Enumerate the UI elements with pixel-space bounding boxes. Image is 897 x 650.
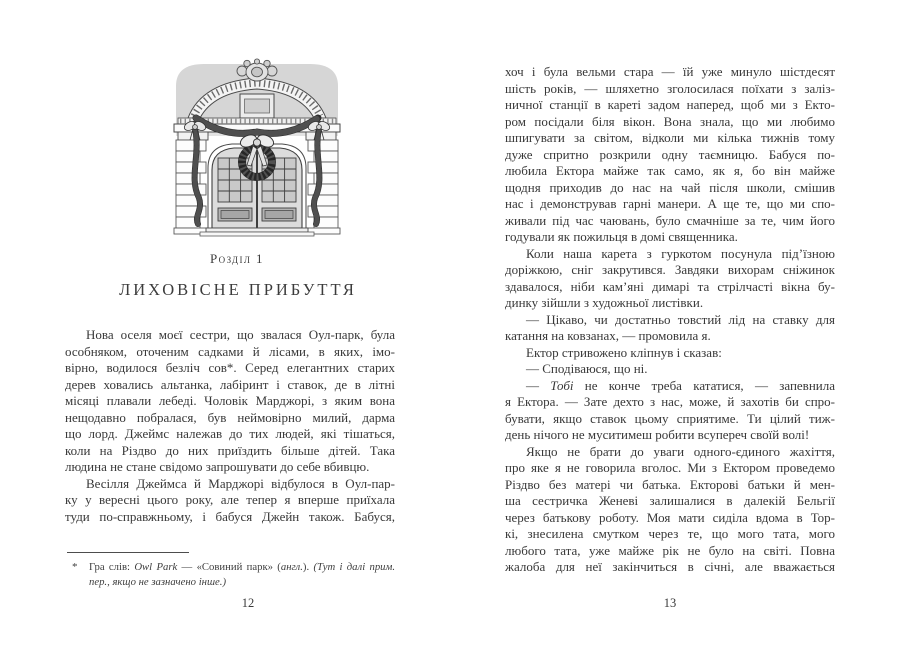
chapter-title: ЛИХОВІСНЕ ПРИБУТТЯ: [119, 280, 357, 299]
text-line: туди по-справжньому, і бабуся Джейн також. Бабуся,: [65, 508, 395, 524]
paragraph: [505, 312, 835, 345]
text-line: шість років, — шляхетно зголосилася поїхати з заліз-: [505, 80, 835, 96]
text-line: хоч і була вельми стара — їй уже минуло шістдесят: [505, 64, 835, 79]
page-left: [65, 0, 395, 650]
text-line: через батькову роботу. Моя мати сиділа вдома в Тор-: [505, 509, 835, 525]
footnote: [65, 560, 395, 589]
paragraph: [505, 64, 835, 246]
page-right: [505, 0, 835, 650]
text-line: — Сподіваюся, що ні.: [526, 361, 648, 376]
text-line: що лорд. Джеймс належав до тих людей, які тішаться,: [65, 426, 395, 441]
text-line: ша сестричка Женеві залишалися в далекій Бельгії: [505, 493, 835, 508]
paragraph: [505, 361, 835, 378]
text-line: динку зійшли з художньої листівки.: [505, 295, 704, 310]
paragraph: [89, 560, 395, 589]
page-number-left: 12: [241, 596, 255, 610]
chapter-number: Розділ 1: [210, 251, 264, 266]
text-line: місяці плавали лебеді. Чоловік Марджорі, з яким вона: [65, 393, 395, 408]
text-line: я Ектора. — Зате дехто з нас, може, й захотів би спро-: [505, 394, 835, 409]
text-line: жалоба для неї закінчиться в січні, але вважається: [505, 559, 835, 574]
text-line: живали під час чаювань, було смачніше за те, чим його: [505, 212, 835, 228]
text-line: любого тата, уже майже рік не було на світі. Повна: [505, 542, 835, 558]
text-line: ку у вересні цього року, але тепер я вперше приїхала: [65, 492, 395, 507]
text-line: пер., якщо не зазначено інше.): [89, 575, 227, 588]
text-line: день нічого не муситимеш робити всупереч своїй волі!: [505, 427, 810, 442]
text-line: особняком, оточеним садками й лісами, в яких, імо-: [65, 343, 395, 359]
paragraph: [65, 476, 395, 526]
text-line: Ектор стривожено кліпнув і сказав:: [526, 344, 722, 360]
text-line: дерев ховались альтанка, лабіринт і ставок, де в літні: [65, 376, 395, 392]
paragraph: [505, 444, 835, 576]
footnote-text: [89, 560, 395, 589]
paragraph: [505, 345, 835, 362]
text-line: щодня приходив до нас на чай після школи, смішив: [505, 179, 835, 195]
text-line: дуже спритно розкрили одну таємницю. Бабуся по-: [505, 146, 835, 162]
text-line: любила Ектора майже так само, як я, бо він майже: [505, 163, 835, 178]
text-line: про яке я не говорила вголос. Ми з Ектором проведемо: [505, 460, 835, 475]
text-line: кі, знесилена смутком через те, що мого тата, мого: [505, 526, 835, 541]
paragraph: [505, 378, 835, 444]
text-line: катання на ковзанах, — промовила я.: [505, 328, 711, 343]
text-line: вірно, водилося безліч сов*. Серед елегантних старих: [65, 360, 395, 375]
paragraph: [65, 327, 395, 476]
text-line: Весілля Джеймса й Марджорі відбулося в Оул-пар-: [86, 475, 395, 491]
text-line: — Цікаво, чи достатньо товстий лід на ставку для: [526, 311, 835, 327]
text-line: — Тобі не конче треба кататися, — запевнила: [526, 377, 835, 393]
text-line: ничної станції в кареті задом наперед, щоб ми з Екто-: [505, 97, 835, 112]
text-line: годували як пожильця в домі священника.: [505, 229, 738, 244]
right-page-body: [505, 64, 835, 576]
text-line: коли на Різдво до них приїздить більше дітей. Така: [65, 442, 395, 458]
text-line: Різдво без матері чи батька. Екторові батьки й мен-: [505, 476, 835, 492]
text-line: Гра слів: Owl Park — «Совиний парк» (англ.). (Тут і далі прим.: [89, 561, 396, 573]
footnote-marker: *: [72, 561, 78, 573]
text-line: ром посідали біля вікон. Вона знала, що ми любимо: [505, 113, 835, 129]
text-line: доріжкою, сніг закрутився. Завдяки вихорам сніжинок: [505, 262, 835, 277]
text-line: здавалося, ніби кам’яні димарі та стрілчасті вікна бу-: [505, 278, 835, 294]
text-line: людина не стане свідомо запрошувати до себе вбивцю.: [65, 459, 370, 474]
page-number-right: 13: [663, 596, 677, 610]
text-line: Нова оселя моєї сестри, що звалася Оул-парк, була: [86, 327, 395, 342]
paragraph: [505, 246, 835, 312]
double-doors: [200, 144, 314, 236]
footnote-rule: [67, 552, 189, 553]
text-line: нас і демонстрував гарні манери. А ще те, що ми спо-: [505, 196, 835, 211]
text-line: Якщо не брати до уваги одного-єдиного жахіття,: [526, 443, 835, 459]
text-line: бувати, якщо ставок цьому сприятиме. Ти цілий тиж-: [505, 410, 835, 426]
text-line: шпигувати за світом, відколи ми кілька тижнів тому: [505, 130, 835, 145]
left-page-body: [65, 327, 395, 525]
text-line: нещодавно побралася, був неймовірно милий, дарма: [65, 409, 395, 425]
christmas-door-illustration: [162, 58, 352, 238]
stone-quoins-right: [306, 140, 340, 234]
stone-quoins-left: [174, 140, 208, 234]
text-line: Коли наша карета з гуркотом посунула під’їзною: [526, 245, 835, 261]
plaque: [240, 94, 274, 118]
